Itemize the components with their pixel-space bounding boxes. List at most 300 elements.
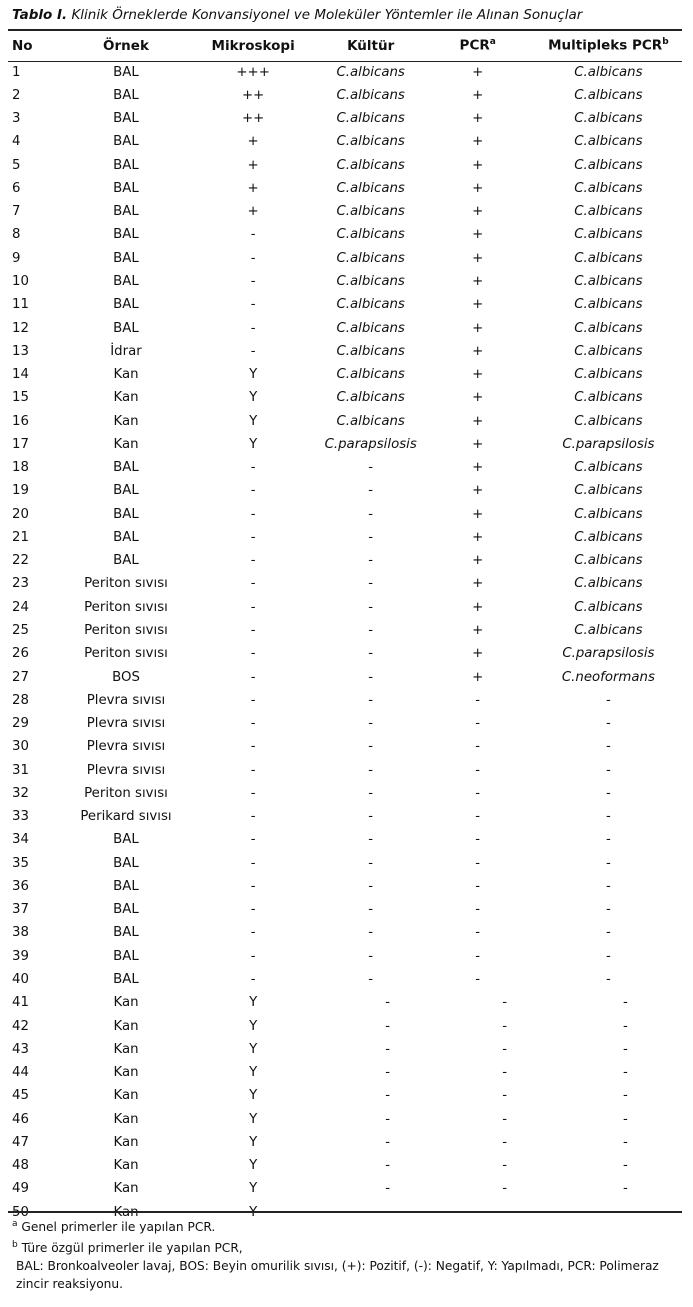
cell-multipleks — [535, 852, 682, 875]
cell-multipleks-value: - — [622, 1181, 628, 1197]
cell-pcr-value: - — [502, 1111, 508, 1127]
cell-ornek-value: Kan — [113, 367, 139, 383]
cell-mikroskopi — [186, 177, 321, 200]
cell-mikroskopi-value: - — [250, 785, 256, 801]
cell-multipleks — [535, 596, 682, 619]
cell-pcr-value: - — [475, 716, 481, 732]
cell-no-value: 27 — [12, 669, 29, 685]
cell-multipleks — [535, 294, 682, 317]
cell-multipleks-value: C.albicans — [574, 320, 643, 336]
cell-pcr-value: + — [472, 297, 484, 313]
cell-mikroskopi-value: Y — [249, 1065, 258, 1081]
cell-multipleks — [535, 550, 682, 573]
cell-no — [8, 666, 66, 689]
cell-pcr — [421, 875, 535, 898]
table-row — [8, 712, 682, 735]
cell-no-value: 33 — [12, 809, 29, 825]
cell-no — [8, 480, 66, 503]
cell-no-value: 44 — [12, 1065, 29, 1081]
cell-mikroskopi-value: Y — [249, 1181, 258, 1197]
cell-kultur — [321, 526, 421, 549]
cell-mikroskopi — [186, 619, 321, 642]
cell-mikroskopi — [186, 829, 321, 852]
cell-ornek-value: Kan — [113, 413, 139, 429]
cell-pcr — [421, 992, 535, 1015]
cell-mikroskopi-value: - — [250, 948, 256, 964]
cell-kultur-value: - — [368, 716, 374, 732]
cell-ornek — [66, 1085, 185, 1108]
cell-mikroskopi — [186, 480, 321, 503]
cell-multipleks — [535, 1085, 682, 1108]
header-ornek: Örnek — [103, 37, 149, 54]
header-no: No — [12, 37, 33, 54]
cell-ornek — [66, 736, 185, 759]
cell-mikroskopi — [186, 340, 321, 363]
cell-kultur-value: C.albicans — [336, 367, 405, 383]
cell-multipleks-value: C.albicans — [574, 297, 643, 313]
cell-kultur — [321, 852, 421, 875]
cell-multipleks — [535, 992, 682, 1015]
cell-pcr-value: - — [475, 948, 481, 964]
cell-no — [8, 550, 66, 573]
cell-mikroskopi — [186, 736, 321, 759]
cell-mikroskopi — [186, 270, 321, 293]
cell-ornek-value: Periton sıvısı — [84, 576, 168, 592]
cell-mikroskopi — [186, 363, 321, 386]
cell-mikroskopi — [186, 224, 321, 247]
cell-ornek — [66, 387, 185, 410]
cell-kultur-value: - — [368, 553, 374, 569]
table-row — [8, 340, 682, 363]
cell-ornek-value: Kan — [113, 1158, 139, 1174]
cell-kultur-value: - — [368, 832, 374, 848]
cell-kultur — [321, 968, 421, 991]
cell-multipleks-value: C.albicans — [574, 413, 643, 429]
cell-mikroskopi — [186, 573, 321, 596]
cell-mikroskopi-value: ++ — [241, 87, 265, 103]
cell-no — [8, 503, 66, 526]
table-row — [8, 852, 682, 875]
cell-ornek-value: BAL — [113, 134, 139, 150]
cell-kultur — [321, 1131, 421, 1154]
cell-multipleks — [535, 270, 682, 293]
cell-multipleks-value: - — [622, 1041, 628, 1057]
cell-ornek-value: Periton sıvısı — [84, 785, 168, 801]
cell-no-value: 10 — [12, 274, 29, 290]
cell-multipleks — [535, 108, 682, 131]
cell-multipleks-value: C.albicans — [574, 553, 643, 569]
cell-no — [8, 875, 66, 898]
cell-kultur — [321, 875, 421, 898]
cell-pcr-value: - — [475, 878, 481, 894]
cell-ornek — [66, 363, 185, 386]
cell-no — [8, 992, 66, 1015]
cell-ornek-value: BAL — [113, 250, 139, 266]
cell-multipleks — [535, 899, 682, 922]
cell-no — [8, 294, 66, 317]
cell-kultur — [321, 294, 421, 317]
cell-multipleks — [535, 1178, 682, 1201]
cell-kultur-value: C.albicans — [336, 204, 405, 220]
cell-multipleks — [535, 736, 682, 759]
cell-ornek-value: Kan — [113, 1134, 139, 1150]
cell-multipleks-value: C.albicans — [574, 180, 643, 196]
cell-mikroskopi-value: - — [250, 227, 256, 243]
cell-pcr — [421, 1108, 535, 1131]
cell-ornek — [66, 550, 185, 573]
cell-kultur — [321, 806, 421, 829]
cell-no — [8, 619, 66, 642]
cell-pcr-value: - — [502, 1181, 508, 1197]
cell-mikroskopi — [186, 503, 321, 526]
cell-kultur — [321, 1061, 421, 1084]
cell-mikroskopi-value: Y — [249, 1111, 258, 1127]
cell-multipleks — [535, 154, 682, 177]
cell-multipleks-value: - — [622, 1018, 628, 1034]
cell-ornek-value: BAL — [113, 855, 139, 871]
cell-pcr-value: - — [475, 739, 481, 755]
footnote-b-text: Türe özgül primerler ile yapılan PCR, — [17, 1241, 243, 1256]
cell-multipleks-value: C.albicans — [574, 460, 643, 476]
cell-multipleks-value: C.albicans — [574, 623, 643, 638]
cell-mikroskopi-value: Y — [249, 1158, 258, 1174]
cell-multipleks — [535, 968, 682, 991]
cell-mikroskopi-value: - — [250, 529, 256, 545]
table-row — [8, 1085, 682, 1108]
cell-no — [8, 573, 66, 596]
cell-no-value: 37 — [12, 902, 29, 918]
cell-kultur — [321, 84, 421, 107]
cell-multipleks — [535, 689, 682, 712]
cell-kultur — [321, 1015, 421, 1038]
cell-ornek-value: BAL — [113, 553, 139, 569]
cell-kultur-value: - — [385, 1181, 391, 1197]
table-row — [8, 457, 682, 480]
cell-ornek — [66, 619, 185, 642]
table-row — [8, 503, 682, 526]
table-row — [8, 992, 682, 1015]
cell-no — [8, 596, 66, 619]
cell-multipleks — [535, 61, 682, 84]
table-row — [8, 968, 682, 991]
cell-mikroskopi-value: Y — [249, 1088, 258, 1104]
cell-ornek-value: BAL — [113, 971, 139, 987]
cell-no-value: 34 — [12, 832, 29, 848]
cell-multipleks-value: - — [605, 739, 611, 755]
cell-mikroskopi — [186, 712, 321, 735]
caption-label: Tablo I. — [12, 7, 68, 23]
cell-pcr-value: + — [472, 460, 484, 476]
cell-pcr — [421, 1178, 535, 1201]
cell-pcr — [421, 410, 535, 433]
cell-no-value: 26 — [12, 646, 29, 662]
cell-pcr — [421, 596, 535, 619]
cell-no-value: 23 — [12, 576, 29, 592]
cell-mikroskopi-value: - — [250, 739, 256, 755]
cell-multipleks — [535, 1131, 682, 1154]
cell-pcr — [421, 340, 535, 363]
cell-no-value: 25 — [12, 623, 29, 638]
cell-no — [8, 1015, 66, 1038]
cell-ornek-value: Kan — [113, 1018, 139, 1034]
cell-kultur-value: C.albicans — [336, 390, 405, 406]
cell-kultur — [321, 689, 421, 712]
cell-ornek-value: Kan — [113, 1065, 139, 1081]
cell-mikroskopi-value: - — [250, 855, 256, 871]
cell-kultur-value: C.albicans — [336, 250, 405, 266]
cell-ornek-value: Plevra sıvısı — [86, 692, 166, 708]
cell-no — [8, 922, 66, 945]
cell-no — [8, 806, 66, 829]
cell-no-value: 32 — [12, 785, 29, 801]
cell-kultur — [321, 899, 421, 922]
cell-mikroskopi-value: - — [250, 809, 256, 825]
cell-ornek — [66, 806, 185, 829]
cell-no-value: 1 — [12, 64, 21, 80]
bottom-rule — [8, 1211, 682, 1213]
cell-mikroskopi — [186, 689, 321, 712]
cell-ornek-value: BOS — [112, 669, 140, 685]
cell-multipleks-value: - — [605, 716, 611, 732]
cell-pcr — [421, 573, 535, 596]
cell-pcr — [421, 759, 535, 782]
cell-mikroskopi-value: - — [250, 832, 256, 848]
cell-multipleks-value: C.albicans — [574, 529, 643, 545]
cell-no-value: 6 — [12, 180, 21, 196]
cell-multipleks-value: - — [605, 971, 611, 987]
cell-mikroskopi — [186, 1038, 321, 1061]
cell-kultur — [321, 666, 421, 689]
cell-multipleks-value: - — [605, 692, 611, 708]
cell-multipleks-value: C.albicans — [574, 576, 643, 592]
cell-no-value: 17 — [12, 436, 29, 452]
cell-pcr-value: + — [472, 576, 484, 592]
cell-ornek-value: BAL — [113, 506, 139, 522]
cell-multipleks-value: - — [622, 1134, 628, 1150]
cell-no — [8, 712, 66, 735]
table-caption — [12, 7, 582, 23]
cell-ornek — [66, 1154, 185, 1177]
cell-no — [8, 340, 66, 363]
cell-ornek-value: BAL — [113, 180, 139, 196]
cell-multipleks — [535, 387, 682, 410]
cell-no-value: 39 — [12, 948, 29, 964]
cell-kultur — [321, 992, 421, 1015]
cell-kultur — [321, 596, 421, 619]
cell-multipleks-value: C.albicans — [574, 390, 643, 406]
cell-no — [8, 968, 66, 991]
cell-pcr — [421, 945, 535, 968]
cell-multipleks — [535, 433, 682, 456]
cell-pcr-value: + — [472, 436, 484, 452]
results-table — [8, 30, 682, 1224]
table-body — [8, 61, 682, 1224]
cell-pcr-value: + — [472, 320, 484, 336]
cell-kultur-value: - — [385, 1065, 391, 1081]
table-row — [8, 61, 682, 84]
cell-multipleks — [535, 526, 682, 549]
cell-no — [8, 154, 66, 177]
cell-mikroskopi-value: Y — [249, 1134, 258, 1150]
cell-pcr — [421, 457, 535, 480]
table-row — [8, 224, 682, 247]
footnote-a-text: Genel primerler ile yapılan PCR. — [17, 1220, 216, 1235]
table-row — [8, 596, 682, 619]
cell-kultur-value: - — [385, 1134, 391, 1150]
table-row — [8, 1178, 682, 1201]
cell-pcr — [421, 108, 535, 131]
cell-ornek-value: Kan — [113, 1088, 139, 1104]
cell-ornek — [66, 154, 185, 177]
cell-ornek-value: Plevra sıvısı — [86, 716, 166, 732]
cell-pcr-value: - — [475, 762, 481, 778]
cell-mikroskopi — [186, 666, 321, 689]
cell-pcr — [421, 1038, 535, 1061]
cell-no — [8, 224, 66, 247]
cell-ornek-value: BAL — [113, 529, 139, 545]
cell-pcr-value: + — [472, 157, 484, 173]
cell-pcr-value: - — [502, 1065, 508, 1081]
cell-multipleks-value: C.albicans — [574, 134, 643, 150]
cell-ornek-value: BAL — [113, 948, 139, 964]
cell-kultur-value: - — [368, 576, 374, 592]
cell-mikroskopi-value: + — [247, 157, 259, 173]
cell-pcr-value: - — [502, 1158, 508, 1174]
cell-mikroskopi — [186, 294, 321, 317]
cell-pcr — [421, 433, 535, 456]
cell-multipleks — [535, 340, 682, 363]
table-row — [8, 1108, 682, 1131]
cell-kultur — [321, 736, 421, 759]
cell-kultur-value: - — [368, 506, 374, 522]
cell-mikroskopi — [186, 643, 321, 666]
cell-mikroskopi-value: - — [250, 762, 256, 778]
cell-pcr-value: + — [472, 553, 484, 569]
cell-no-value: 2 — [12, 87, 21, 103]
cell-mikroskopi — [186, 759, 321, 782]
cell-multipleks-value: - — [622, 995, 628, 1011]
cell-ornek — [66, 108, 185, 131]
cell-pcr-value: + — [472, 623, 484, 638]
table-row — [8, 131, 682, 154]
cell-no — [8, 1178, 66, 1201]
cell-no — [8, 84, 66, 107]
cell-pcr-value: + — [472, 483, 484, 499]
cell-no — [8, 201, 66, 224]
cell-no-value: 49 — [12, 1181, 29, 1197]
cell-mikroskopi — [186, 1178, 321, 1201]
cell-ornek-value: BAL — [113, 157, 139, 173]
cell-multipleks-value: - — [605, 809, 611, 825]
cell-no — [8, 270, 66, 293]
table-row — [8, 410, 682, 433]
cell-pcr — [421, 736, 535, 759]
cell-pcr-value: + — [472, 669, 484, 685]
cell-ornek — [66, 433, 185, 456]
table-row — [8, 922, 682, 945]
cell-no-value: 7 — [12, 204, 21, 220]
cell-multipleks-value: C.albicans — [574, 599, 643, 615]
cell-kultur-value: - — [368, 971, 374, 987]
cell-ornek — [66, 1108, 185, 1131]
cell-multipleks-value: - — [622, 1158, 628, 1174]
cell-multipleks — [535, 201, 682, 224]
cell-pcr — [421, 899, 535, 922]
cell-ornek-value: Kan — [113, 390, 139, 406]
cell-kultur — [321, 131, 421, 154]
cell-mikroskopi — [186, 968, 321, 991]
cell-mikroskopi-value: + — [247, 180, 259, 196]
cell-kultur — [321, 177, 421, 200]
cell-pcr — [421, 829, 535, 852]
cell-mikroskopi-value: - — [250, 297, 256, 313]
cell-mikroskopi-value: - — [250, 599, 256, 615]
cell-no — [8, 1085, 66, 1108]
cell-no-value: 20 — [12, 506, 29, 522]
cell-ornek — [66, 573, 185, 596]
cell-kultur-value: - — [368, 948, 374, 964]
cell-no-value: 19 — [12, 483, 29, 499]
cell-pcr — [421, 526, 535, 549]
cell-mikroskopi-value: - — [250, 646, 256, 662]
cell-no-value: 41 — [12, 995, 29, 1011]
cell-pcr — [421, 550, 535, 573]
cell-multipleks-value: C.albicans — [574, 250, 643, 266]
table-row — [8, 736, 682, 759]
cell-kultur — [321, 922, 421, 945]
cell-pcr — [421, 224, 535, 247]
cell-ornek — [66, 1038, 185, 1061]
cell-multipleks — [535, 131, 682, 154]
cell-multipleks — [535, 922, 682, 945]
cell-mikroskopi-value: - — [250, 925, 256, 941]
cell-mikroskopi — [186, 852, 321, 875]
cell-kultur — [321, 1038, 421, 1061]
cell-no-value: 3 — [12, 111, 21, 127]
cell-ornek — [66, 340, 185, 363]
cell-no-value: 36 — [12, 878, 29, 894]
cell-kultur-value: - — [368, 646, 374, 662]
cell-kultur — [321, 759, 421, 782]
cell-multipleks-value: - — [622, 1065, 628, 1081]
cell-mikroskopi — [186, 1061, 321, 1084]
cell-no — [8, 829, 66, 852]
cell-ornek — [66, 247, 185, 270]
cell-kultur-value: C.albicans — [336, 180, 405, 196]
cell-ornek — [66, 410, 185, 433]
cell-ornek — [66, 131, 185, 154]
cell-no-value: 24 — [12, 599, 29, 615]
cell-mikroskopi-value: - — [250, 506, 256, 522]
cell-kultur — [321, 480, 421, 503]
table-row — [8, 1131, 682, 1154]
cell-kultur-value: C.albicans — [336, 227, 405, 243]
cell-pcr-value: - — [475, 855, 481, 871]
cell-multipleks — [535, 712, 682, 735]
cell-mikroskopi — [186, 782, 321, 805]
cell-no — [8, 689, 66, 712]
cell-mikroskopi-value: Y — [249, 1041, 258, 1057]
cell-no-value: 35 — [12, 855, 29, 871]
cell-mikroskopi — [186, 875, 321, 898]
cell-multipleks-value: C.albicans — [574, 367, 643, 383]
cell-kultur-value: - — [368, 623, 374, 638]
cell-ornek — [66, 596, 185, 619]
cell-pcr — [421, 387, 535, 410]
cell-mikroskopi-value: - — [250, 878, 256, 894]
cell-pcr — [421, 666, 535, 689]
cell-ornek — [66, 270, 185, 293]
